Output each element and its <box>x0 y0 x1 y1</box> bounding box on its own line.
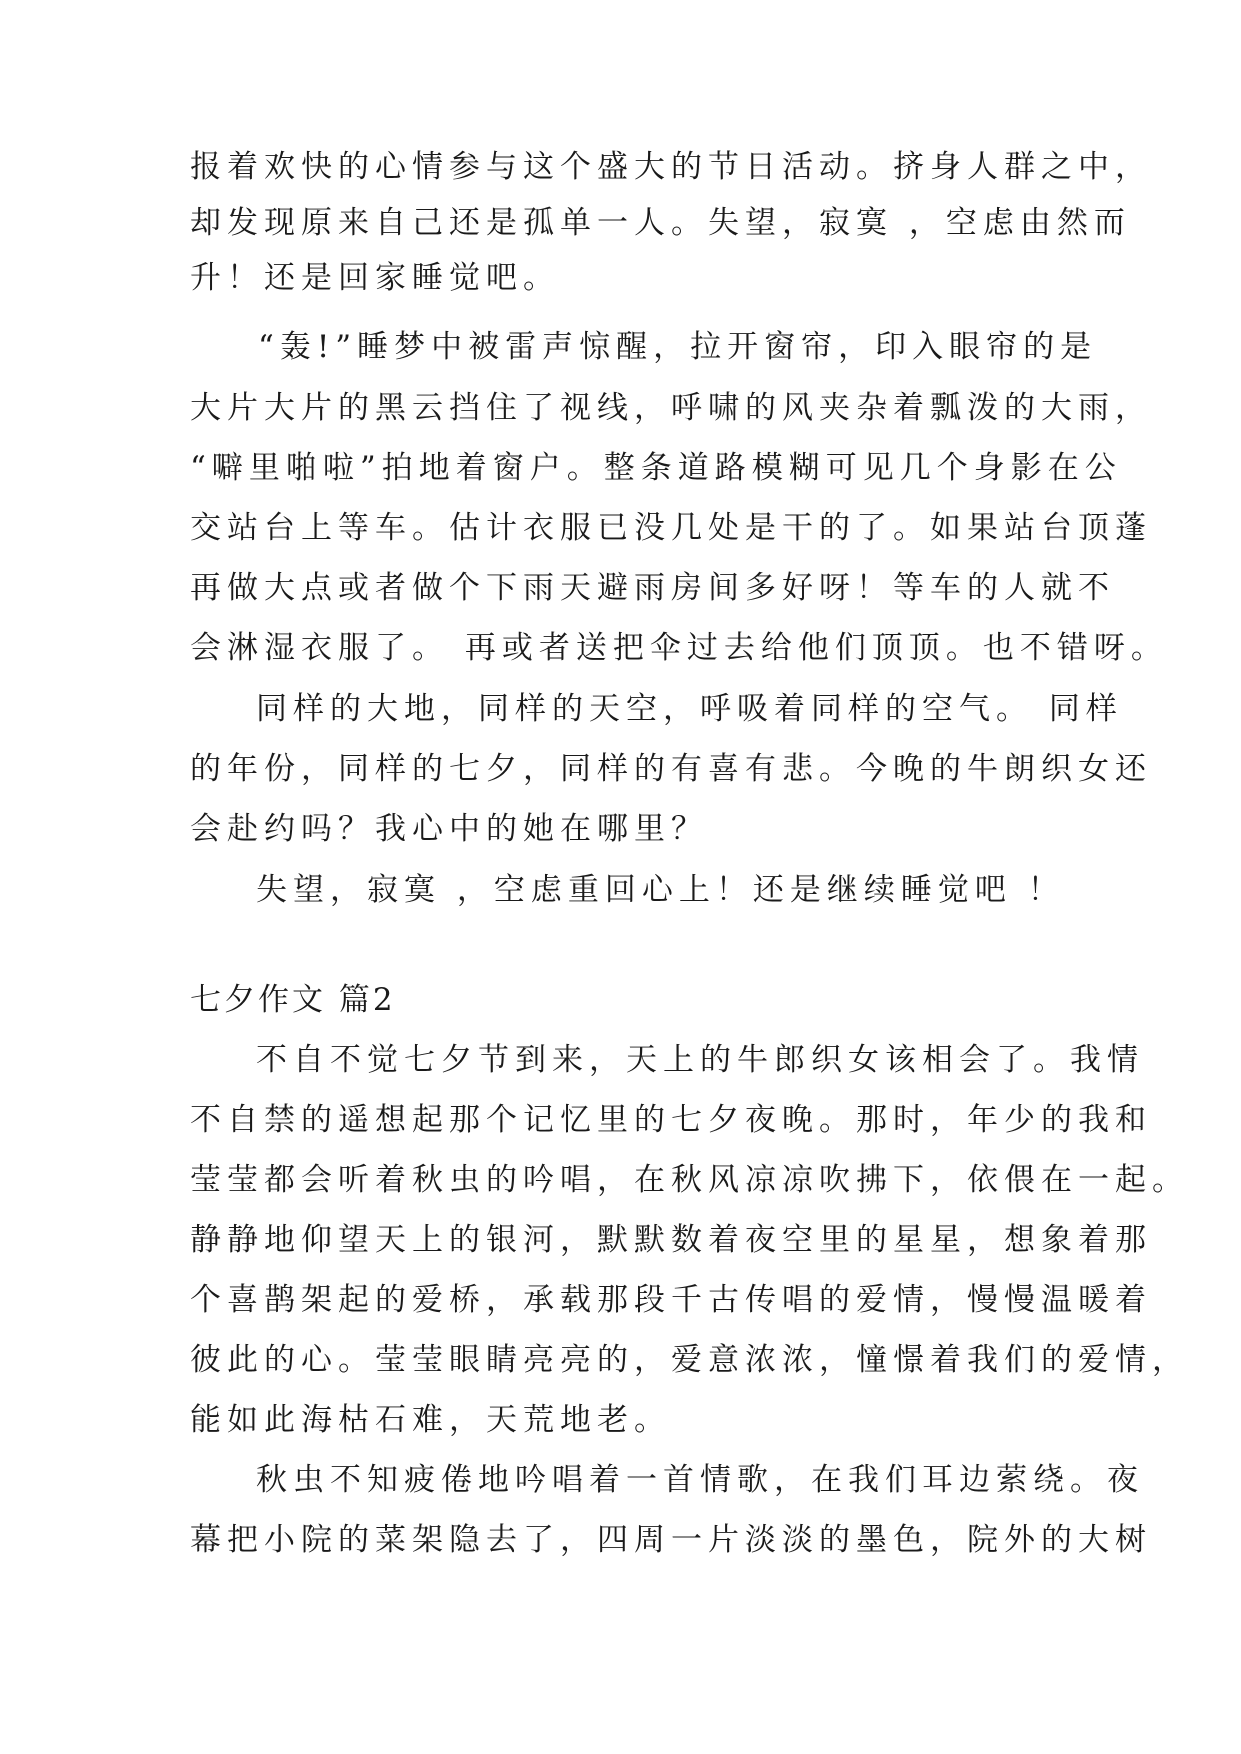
text-line: 莹莹都会听着秋虫的吟唱，在秋风凉凉吹拂下，依偎在一起。 <box>190 1162 1189 1198</box>
text-line: “噼里啪啦”拍地着窗户。整条道路模糊可见几个身影在公 <box>190 450 1122 486</box>
text-line: 却发现原来自己还是孤单一人。失望，寂寞 ，空虑由然而 <box>190 205 1131 241</box>
text-line: 会淋湿衣服了。 再或者送把伞过去给他们顶顶。也不错呀。 <box>190 630 1168 666</box>
text-line: 彼此的心。莹莹眼睛亮亮的，爱意浓浓，憧憬着我们的爱情， <box>190 1342 1189 1378</box>
text-line: 再做大点或者做个下雨天避雨房间多好呀！等车的人就不 <box>190 570 1115 606</box>
text-line: 幕把小院的菜架隐去了，四周一片淡淡的墨色，院外的大树 <box>190 1522 1152 1558</box>
text-line: 不自禁的遥想起那个记忆里的七夕夜晚。那时，年少的我和 <box>190 1102 1152 1138</box>
text-line: 交站台上等车。估计衣服已没几处是干的了。如果站台顶蓬 <box>190 510 1152 546</box>
text-line: 秋虫不知疲倦地吟唱着一首情歌，在我们耳边萦绕。夜 <box>256 1462 1144 1498</box>
text-line: 同样的大地，同样的天空，呼吸着同样的空气。 同样 <box>256 691 1123 727</box>
text-line: 不自不觉七夕节到来，天上的牛郎织女该相会了。我情 <box>256 1042 1144 1078</box>
text-line: 能如此海枯石难，天荒地老。 <box>190 1402 671 1438</box>
text-line: “轰!”睡梦中被雷声惊醒，拉开窗帘，印入眼帘的是 <box>258 329 1098 365</box>
text-line: 大片大片的黑云挡住了视线，呼啸的风夹杂着瓢泼的大雨， <box>190 390 1152 426</box>
text-line: 升！还是回家睡觉吧。 <box>190 260 560 296</box>
text-line: 的年份，同样的七夕，同样的有喜有悲。今晚的牛朗织女还 <box>190 751 1152 787</box>
text-line: 个喜鹊架起的爱桥，承载那段千古传唱的爱情，慢慢温暖着 <box>190 1282 1152 1318</box>
text-line: 失望，寂寞 ，空虑重回心上！还是继续睡觉吧 ！ <box>256 872 1065 908</box>
text-line: 会赴约吗？我心中的她在哪里？ <box>190 811 708 847</box>
section-heading: 七夕作文 篇2 <box>190 982 396 1018</box>
text-line: 报着欢快的心情参与这个盛大的节日活动。挤身人群之中， <box>190 149 1152 185</box>
text-line: 静静地仰望天上的银河，默默数着夜空里的星星，想象着那 <box>190 1222 1152 1258</box>
